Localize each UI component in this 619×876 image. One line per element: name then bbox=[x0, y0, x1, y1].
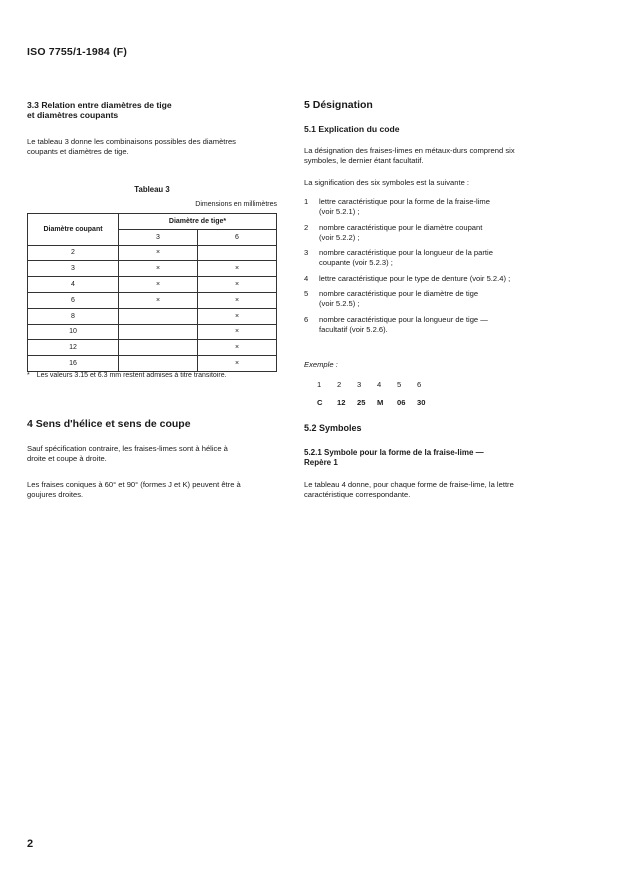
cell-diameter: 12 bbox=[28, 340, 119, 356]
list-item-number: 2 bbox=[304, 222, 309, 232]
cell-mark-3 bbox=[119, 356, 198, 372]
cell-diameter: 4 bbox=[28, 277, 119, 293]
footnote-mark: * bbox=[27, 372, 30, 379]
table-row bbox=[28, 324, 277, 340]
section-4-paragraph-2 bbox=[27, 480, 279, 500]
table-row bbox=[28, 261, 277, 277]
section-5-heading: 5 Désignation bbox=[304, 99, 373, 111]
cell-mark-6: × bbox=[198, 324, 277, 340]
example-code: 06 bbox=[397, 398, 406, 407]
list-item-line1: nombre caractéristique pour la longueur de tige — bbox=[319, 314, 488, 324]
cell-mark-3: × bbox=[119, 261, 198, 277]
example-code: 30 bbox=[417, 398, 426, 407]
example-numbers bbox=[317, 380, 437, 389]
list-item-line1: lettre caractéristique pour la forme de la fraise-lime bbox=[319, 197, 490, 206]
example-code: 25 bbox=[357, 398, 366, 407]
cell-mark-3: × bbox=[119, 292, 198, 308]
list-item-number: 1 bbox=[304, 197, 309, 206]
section-5-2-1-heading-line1: 5.2.1 Symbole pour la forme de la fraise-lime — bbox=[304, 448, 484, 457]
list-item-line1: nombre caractéristique pour le diamètre coupant bbox=[319, 222, 483, 232]
section-3-3-heading bbox=[27, 100, 172, 120]
list-item-number: 5 bbox=[304, 289, 309, 298]
list-item bbox=[304, 315, 559, 335]
list-item-number: 4 bbox=[304, 273, 309, 283]
list-item-line1: lettre caractéristique pour le type de denture (voir 5.2.4) ; bbox=[319, 273, 511, 283]
cell-mark-6: × bbox=[198, 292, 277, 308]
cell-mark-6: × bbox=[198, 261, 277, 277]
table-row bbox=[28, 356, 277, 372]
section-4-paragraph-1 bbox=[27, 444, 279, 464]
section-5-1-p1-line2: symboles, le dernier étant facultatif. bbox=[304, 156, 424, 166]
section-3-3-heading-line1: 3.3 Relation entre diamètres de tige bbox=[27, 100, 172, 110]
example-code: 12 bbox=[337, 398, 346, 407]
section-4-p1-line1: Sauf spécification contraire, les fraises-limes sont à hélice à bbox=[27, 444, 228, 453]
cell-diameter: 6 bbox=[28, 292, 119, 308]
diameter-table bbox=[27, 213, 277, 372]
list-item-number: 6 bbox=[304, 314, 309, 324]
example-codes bbox=[317, 398, 437, 407]
list-item bbox=[304, 248, 559, 268]
table-row bbox=[28, 277, 277, 293]
section-5-1-paragraph-1 bbox=[304, 146, 560, 166]
cell-diameter: 2 bbox=[28, 245, 119, 261]
table-row bbox=[28, 292, 277, 308]
example-number: 5 bbox=[397, 380, 402, 389]
section-4-p2-line2: goujures droites. bbox=[27, 490, 84, 500]
section-3-3-paragraph-line2: coupants et diamètres de tige. bbox=[27, 147, 129, 157]
list-item-line1: nombre caractéristique pour le diamètre de tige bbox=[319, 289, 479, 298]
list-item-number: 3 bbox=[304, 248, 309, 257]
table-footnote bbox=[27, 371, 279, 380]
cell-diameter: 8 bbox=[28, 308, 119, 324]
section-5-2-1-p-line1: Le tableau 4 donne, pour chaque forme de fraise-lime, la lettre bbox=[304, 480, 514, 489]
example-code: M bbox=[377, 398, 384, 407]
list-item-line2: (voir 5.2.2) ; bbox=[319, 232, 360, 242]
section-4-p2-line1: Les fraises coniques à 60° et 90° (formes J et K) peuvent être à bbox=[27, 480, 241, 489]
section-5-1-heading: 5.1 Explication du code bbox=[304, 124, 400, 134]
example-number: 1 bbox=[317, 380, 322, 389]
list-item-line2: (voir 5.2.5) ; bbox=[319, 299, 360, 308]
section-5-2-1-p-line2: caractéristique correspondante. bbox=[304, 490, 411, 500]
list-item bbox=[304, 223, 559, 243]
cell-diameter: 10 bbox=[28, 324, 119, 340]
list-item bbox=[304, 197, 559, 217]
example-number: 4 bbox=[377, 380, 382, 389]
col-header-cutting-diameter: Diamètre coupant bbox=[28, 214, 119, 246]
list-item bbox=[304, 274, 559, 284]
cell-mark-3 bbox=[119, 324, 198, 340]
document-header: ISO 7755/1-1984 (F) bbox=[27, 46, 128, 58]
cell-mark-3: × bbox=[119, 277, 198, 293]
sub-header-3: 3 bbox=[119, 229, 198, 245]
cell-mark-6: × bbox=[198, 340, 277, 356]
page-number: 2 bbox=[27, 838, 34, 850]
table-row bbox=[28, 245, 277, 261]
sub-header-6: 6 bbox=[198, 229, 277, 245]
cell-mark-6: × bbox=[198, 356, 277, 372]
list-item-line2: coupante (voir 5.2.3) ; bbox=[319, 258, 393, 267]
section-5-1-p1-line1: La désignation des fraises-limes en métaux-durs comprend six bbox=[304, 146, 515, 155]
table-caption: Tableau 3 bbox=[134, 185, 170, 194]
cell-mark-3 bbox=[119, 308, 198, 324]
cell-mark-3: × bbox=[119, 245, 198, 261]
section-3-3-paragraph bbox=[27, 137, 279, 157]
section-5-2-1-heading bbox=[304, 448, 484, 468]
list-item-line2: facultatif (voir 5.2.6). bbox=[319, 324, 388, 334]
section-3-3-heading-line2: et diamètres coupants bbox=[27, 110, 119, 120]
section-5-2-1-paragraph bbox=[304, 480, 560, 500]
cell-diameter: 16 bbox=[28, 356, 119, 372]
example-code: C bbox=[317, 398, 323, 407]
list-item-line2: (voir 5.2.1) ; bbox=[319, 207, 360, 216]
col-header-shank-diameter: Diamètre de tige* bbox=[119, 214, 277, 230]
example-number: 6 bbox=[417, 380, 422, 389]
cell-mark-3 bbox=[119, 340, 198, 356]
table-row bbox=[28, 308, 277, 324]
symbol-list bbox=[304, 197, 559, 340]
example-number: 2 bbox=[337, 380, 342, 389]
section-5-2-1-heading-line2: Repère 1 bbox=[304, 458, 338, 467]
example-number: 3 bbox=[357, 380, 362, 389]
section-4-heading: 4 Sens d'hélice et sens de coupe bbox=[27, 418, 191, 430]
cell-mark-6: × bbox=[198, 308, 277, 324]
table-row bbox=[28, 340, 277, 356]
section-5-1-paragraph-2: La signification des six symboles est la suivante : bbox=[304, 178, 470, 187]
section-4-p1-line2: droite et coupe à droite. bbox=[27, 454, 107, 464]
list-item bbox=[304, 289, 559, 309]
example-label: Exemple : bbox=[304, 360, 338, 369]
footnote-text: Les valeurs 3.15 et 6.3 mm restent admises à titre transitoire. bbox=[36, 372, 227, 379]
table-units: Dimensions en millimètres bbox=[195, 201, 277, 208]
list-item-line1: nombre caractéristique pour la longueur de la partie bbox=[319, 248, 493, 257]
cell-mark-6: × bbox=[198, 277, 277, 293]
section-5-2-heading: 5.2 Symboles bbox=[304, 423, 362, 433]
cell-mark-6 bbox=[198, 245, 277, 261]
section-3-3-paragraph-line1: Le tableau 3 donne les combinaisons possibles des diamètres bbox=[27, 137, 236, 146]
cell-diameter: 3 bbox=[28, 261, 119, 277]
